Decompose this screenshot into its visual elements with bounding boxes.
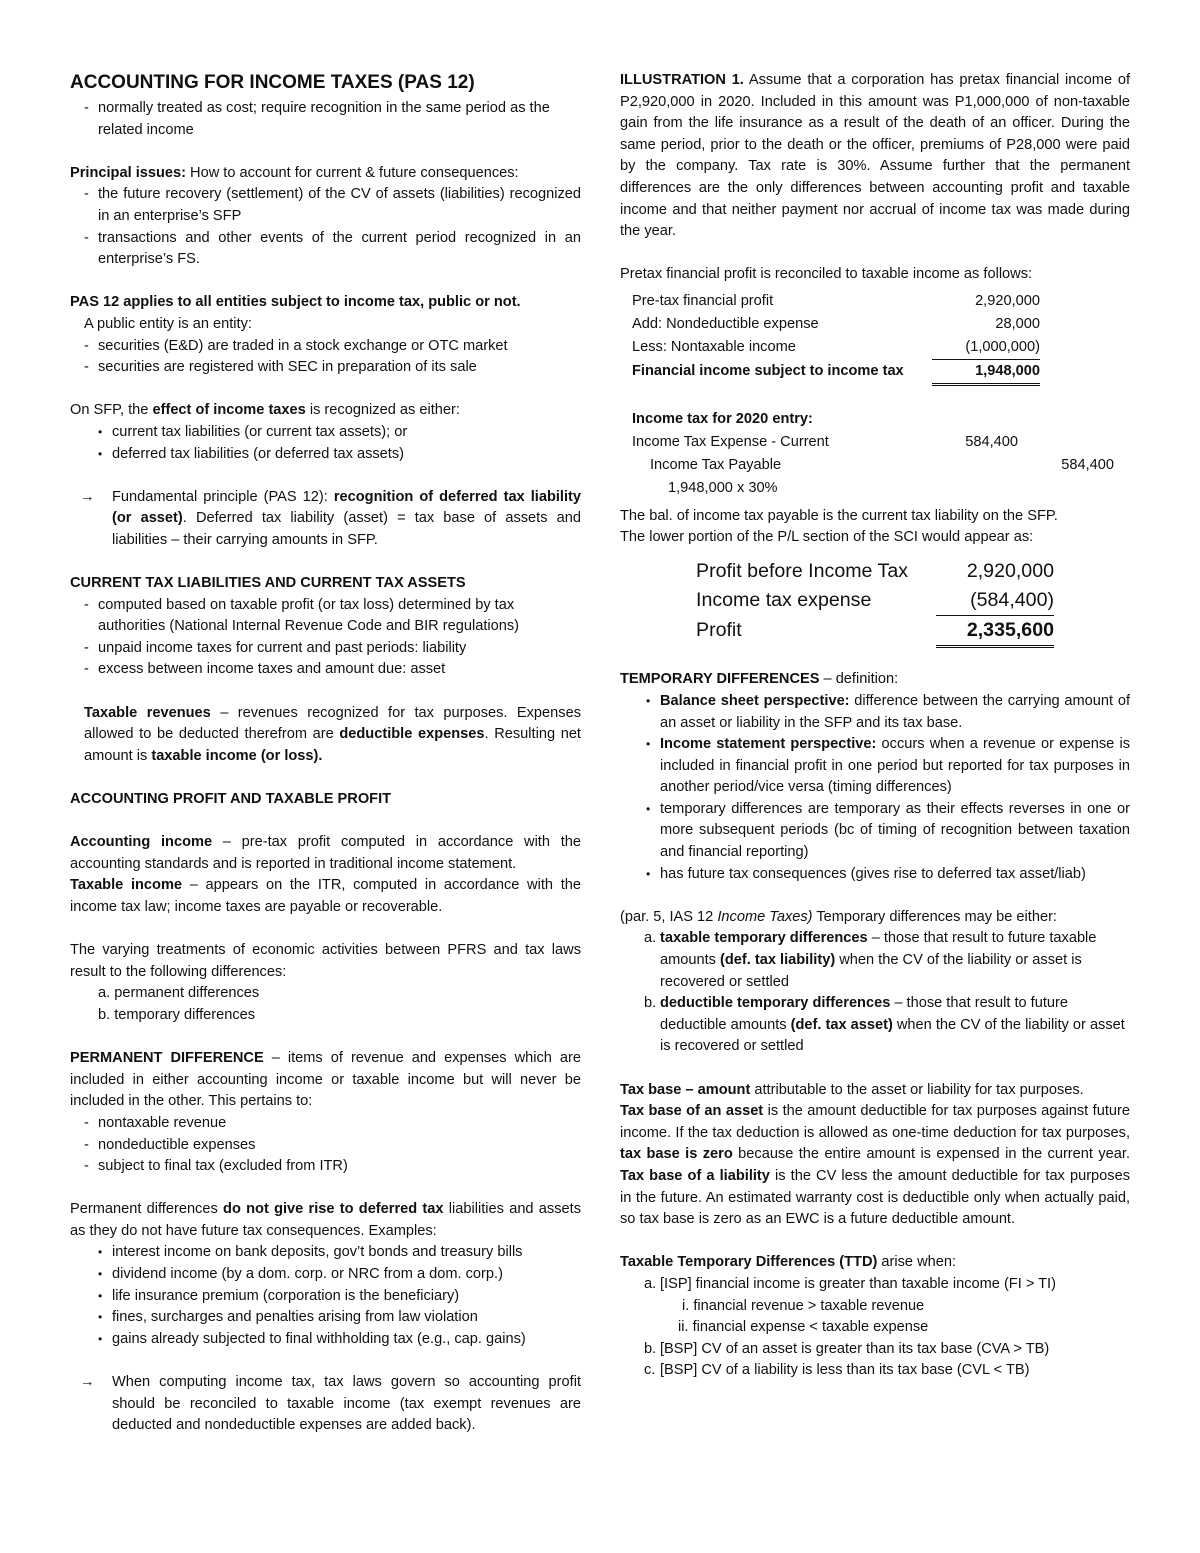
perm2-post: liabilities and assets as they do not have future tax consequences. Examples: (70, 1201, 581, 1239)
taxbase-text: attributable to the asset or liability for tax purposes. (750, 1081, 1084, 1098)
perm-text: – items of revenue and expenses which are included in either accounting income or taxable income but will never be included in the other. This pertains to: (70, 1050, 581, 1110)
final-note (70, 1372, 581, 1437)
examples-list (70, 1242, 581, 1350)
public-entity-list (70, 336, 581, 379)
fundamental-post: . Deferred tax liability (asset) = tax base of assets and liabilities – their carrying amounts in SFP. (112, 510, 581, 548)
list-item (620, 734, 1130, 799)
item-text: temporary differences are temporary as their effects reverses in one or more subsequent periods (bc of timing of recognition between taxation and financial reporting) (660, 800, 1130, 861)
taxable-income2-bold: Taxable income (70, 877, 183, 894)
perm-bold: PERMANENT DIFFERENCE (70, 1050, 264, 1067)
varying-text: The varying treatments of economic activities between PFRS and tax laws result to the following differences: (70, 942, 581, 980)
list-item: - nontaxable revenue (70, 1113, 581, 1135)
list-item: • fines, surcharges and penalties arising from law violation (70, 1307, 581, 1329)
difference-b: b. temporary differences (98, 1006, 256, 1023)
item-marker: a. (644, 1275, 657, 1292)
par5-intro (620, 907, 1130, 929)
taxbase-liab-bold: Tax base of a liability (620, 1167, 770, 1184)
item-marker: c. (644, 1362, 656, 1379)
list-item: • life insurance premium (corporation is the beneficiary) (70, 1286, 581, 1308)
item-marker: b. (644, 1340, 657, 1357)
item-bold: deductible temporary differences (660, 995, 891, 1012)
taxbase-liab-text: is the CV less the amount deductible for tax purposes in the future. An estimated warranty cost is deductible only when actually paid, so tax base is zero as an EWC is a future deductible amount. (620, 1167, 1130, 1228)
left-column (70, 70, 581, 1437)
arrow-icon: → (80, 1374, 95, 1391)
intro-list (70, 98, 581, 141)
taxable-rev-bold: Taxable revenues (84, 704, 211, 721)
list-item (620, 993, 1130, 1058)
list-item (620, 799, 1130, 864)
ttd-heading (620, 1252, 1130, 1274)
item-text: – those that result to future taxable amounts (660, 930, 1097, 969)
list-item: - securities are registered with SEC in preparation of its sale (70, 357, 581, 379)
permanent-no-deferred (70, 1199, 581, 1242)
temp-heading-post: – definition: (819, 671, 899, 688)
sfp-bold: effect of income taxes (152, 402, 306, 419)
table-row (632, 359, 1040, 384)
table-row (632, 408, 1114, 431)
pl-amount: 2,335,600 (936, 615, 1054, 646)
list-item (620, 1360, 1130, 1382)
tax-base-asset (620, 1101, 1130, 1231)
ttd-list (620, 1274, 1130, 1382)
journal-entry (632, 408, 1114, 500)
recon-intro: Pretax financial profit is reconciled to taxable income as follows: (620, 266, 1033, 283)
list-item: • deferred tax liabilities (or deferred tax assets) (70, 444, 581, 466)
taxbase-bold: Tax base – amount (620, 1081, 751, 1098)
recon-amount: (1,000,000) (932, 336, 1040, 360)
ttd-post: arise when: (877, 1254, 957, 1271)
recon-amount: 28,000 (995, 315, 1040, 332)
right-column (620, 70, 1130, 1382)
list-item: • current tax liabilities (or current tax assets); or (70, 422, 581, 444)
principal-label: Principal issues: (70, 164, 186, 181)
list-item (620, 691, 1130, 734)
item-text: has future tax consequences (gives rise to deferred tax asset/liab) (660, 865, 1086, 882)
item-text: difference between the carrying amount of an asset or liability in the SFP and its tax base. (660, 692, 1130, 731)
illus-label: ILLUSTRATION 1. (620, 72, 744, 88)
table-row (696, 557, 1054, 586)
recon-label: Add: Nondeductible expense (632, 315, 819, 332)
fundamental-pre: Fundamental principle (PAS 12): (112, 488, 334, 505)
sfp-list (70, 422, 581, 465)
recon-total-label: Financial income subject to income tax (632, 363, 904, 380)
ctl-list (70, 595, 581, 681)
item-marker: b. (644, 995, 657, 1012)
taxbase-asset-bold: Tax base of an asset (620, 1103, 764, 1120)
profit-loss-table (696, 557, 1054, 648)
difference-a: a. permanent differences (98, 985, 260, 1002)
fundamental-principle (70, 487, 581, 552)
permanent-difference (70, 1048, 581, 1113)
list-item: - nondeductible expenses (70, 1135, 581, 1157)
taxable-revenues (70, 703, 581, 768)
list-item: - normally treated as cost; require recognition in the same period as the related income (70, 98, 581, 141)
bal-text-1: The bal. of income tax payable is the current tax liability on the SFP. (620, 507, 1058, 524)
item-text2: when the CV of the liability or asset is recovered or settled (660, 1016, 1125, 1055)
sfp-post: is recognized as either: (305, 402, 460, 419)
list-item: • dividend income (by a dom. corp. or NRC from a dom. corp.) (70, 1264, 581, 1286)
table-row (632, 454, 1114, 477)
table-row (632, 290, 1040, 313)
item-bold2: (def. tax asset) (790, 1016, 893, 1033)
pas12-heading: PAS 12 applies to all entities subject to income tax, public or not. (70, 294, 521, 311)
temp-diff-list (620, 691, 1130, 885)
sfp-pre: On SFP, the (70, 402, 153, 419)
acct-income-bold: Accounting income (70, 834, 213, 851)
item-bold: taxable temporary differences (660, 930, 868, 947)
taxbase-zero-bold: tax base is zero (620, 1146, 733, 1163)
item-text: – those that result to future deductible amounts (660, 995, 1068, 1033)
temp-heading-bold: TEMPORARY DIFFERENCES (620, 671, 820, 688)
recon-label: Pre-tax financial profit (632, 292, 774, 309)
temp-diff-heading (620, 669, 1130, 691)
item-bold: Income statement perspective: (660, 736, 877, 753)
acct-income-text: – pre-tax profit computed in accordance with the accounting standards and is reported in traditional income statement. (70, 834, 581, 872)
table-row (632, 336, 1040, 360)
taxbase-asset-text2: because the entire amount is expensed in the current year. (732, 1146, 1131, 1163)
list-item: - computed based on taxable profit (or tax loss) determined by tax authorities (National Internal Revenue Code and BIR regulations) (70, 595, 581, 638)
list-item (620, 1339, 1130, 1361)
list-item: - transactions and other events of the current period recognized in an enterprise’s FS. (70, 228, 581, 271)
list-item: - subject to final tax (excluded from ITR) (70, 1156, 581, 1178)
table-row (632, 477, 1114, 500)
list-item: ii. financial expense < taxable expense (678, 1319, 929, 1336)
sfp-effect (70, 400, 581, 422)
pl-label: Profit before Income Tax (696, 559, 909, 582)
taxable-income2-text: – appears on the ITR, computed in accordance with the income tax law; income taxes are payable or recoverable. (70, 877, 581, 915)
par5-pre: (par. 5, IAS 12 (620, 908, 718, 925)
item-bold: Balance sheet perspective: (660, 692, 850, 709)
list-item: i. financial revenue > taxable revenue (682, 1297, 925, 1314)
item-text: [BSP] CV of an asset is greater than its tax base (CVA > TB) (660, 1340, 1050, 1357)
perm2-pre: Permanent differences (70, 1201, 224, 1218)
list-item (620, 928, 1130, 993)
principal-text: How to account for current & future consequences: (186, 164, 519, 181)
principal-issues (70, 163, 581, 185)
pl-amount: (584,400) (936, 586, 1054, 616)
perm2-bold: do not give rise to deferred tax (223, 1201, 444, 1218)
list-item: - excess between income taxes and amount due: asset (70, 659, 581, 681)
entry-heading: Income tax for 2020 entry: (632, 410, 813, 427)
table-row (632, 431, 1114, 454)
list-item: - unpaid income taxes for current and past periods: liability (70, 638, 581, 660)
item-text: [ISP] financial income is greater than taxable income (FI > TI) (660, 1275, 1056, 1292)
accounting-income (70, 832, 581, 875)
principal-list (70, 184, 581, 270)
reconciliation-table (632, 290, 1040, 386)
recon-total-amount: 1,948,000 (932, 359, 1040, 384)
bal-text-2: The lower portion of the P/L section of the SCI would appear as: (620, 529, 1034, 546)
taxable-income (70, 875, 581, 918)
par5-post: Temporary differences may be either: (812, 908, 1057, 925)
taxable-rev-text2: . Resulting net amount is (84, 726, 581, 764)
pl-label: Profit (696, 619, 742, 642)
apt-heading: ACCOUNTING PROFIT AND TAXABLE PROFIT (70, 791, 392, 807)
perm-list (70, 1113, 581, 1178)
entry-credit-label: Income Tax Payable (650, 456, 782, 473)
list-item: - securities (E&D) are traded in a stock exchange or OTC market (70, 336, 581, 358)
entry-calc: 1,948,000 x 30% (668, 479, 778, 496)
entry-debit-label: Income Tax Expense - Current (632, 433, 829, 450)
arrow-icon: → (80, 488, 95, 505)
item-bold2: (def. tax liability) (720, 952, 836, 969)
tax-base-definition (620, 1080, 1130, 1102)
page-title: ACCOUNTING FOR INCOME TAXES (PAS 12) (70, 72, 475, 93)
entry-debit-amount: 584,400 (965, 433, 1018, 450)
public-entity-intro: A public entity is an entity: (84, 315, 252, 332)
par5-italic: Income Taxes) (717, 908, 813, 925)
table-row (632, 313, 1040, 336)
deductible-bold: deductible expenses (339, 726, 485, 743)
recon-label: Less: Nontaxable income (632, 339, 796, 356)
taxable-income-bold: taxable income (or loss). (151, 747, 323, 764)
recon-amount: 2,920,000 (975, 292, 1040, 309)
illustration-1 (620, 70, 1130, 243)
ctl-heading: CURRENT TAX LIABILITIES AND CURRENT TAX ASSETS (70, 575, 466, 592)
table-row (696, 615, 1054, 646)
pl-label: Income tax expense (696, 588, 872, 611)
taxable-rev-text: – revenues recognized for tax purposes. Expenses allowed to be deducted therefrom are (84, 704, 581, 743)
item-text2: when the CV of the liability or asset is recovered or settled (660, 952, 1082, 990)
item-text: [BSP] CV of a liability is less than its tax base (CVL < TB) (660, 1362, 1030, 1379)
pl-amount: 2,920,000 (966, 559, 1054, 582)
item-text: occurs when a revenue or expense is included in financial profit in one period but reported for tax purposes in another period/vice versa (timing differences) (660, 736, 1130, 796)
illus-text: Assume that a corporation has pretax financial income of P2,920,000 in 2020. Included in this amount was P1,000,000 of non-taxable gain from the life insurance as a result of the death of an officer. During the same period, prior to the death or the officer, premiums of P28,000 were paid by the company. Tax rate is 30%. Assume further that the permanent differences are the only differences between accounting profit and taxable income and that neither payment nor accrual of income tax was made during the year. (620, 72, 1130, 240)
table-row (696, 586, 1054, 616)
fundamental-bold: recognition of deferred tax liability (or asset) (112, 488, 581, 527)
par5-list (620, 928, 1130, 1058)
ttd-bold: Taxable Temporary Differences (TTD) (620, 1254, 878, 1271)
item-marker: a. (644, 930, 657, 947)
list-item: • gains already subjected to final withholding tax (e.g., cap. gains) (70, 1329, 581, 1351)
list-item (620, 864, 1130, 886)
entry-credit-amount: 584,400 (1061, 456, 1114, 473)
list-item (620, 1274, 1130, 1296)
list-item: • interest income on bank deposits, gov’t bonds and treasury bills (70, 1242, 581, 1264)
taxbase-asset-text: is the amount deductible for tax purposes against future income. If the tax deduction is allowed as one-time deduction for tax purposes, (620, 1103, 1130, 1141)
final-note-text: When computing income tax, tax laws govern so accounting profit should be reconciled to taxable income (tax exempt revenues are deducted and nondeductible expenses are added back). (112, 1374, 581, 1434)
list-item: - the future recovery (settlement) of the CV of assets (liabilities) recognized in an enterprise’s SFP (70, 184, 581, 227)
